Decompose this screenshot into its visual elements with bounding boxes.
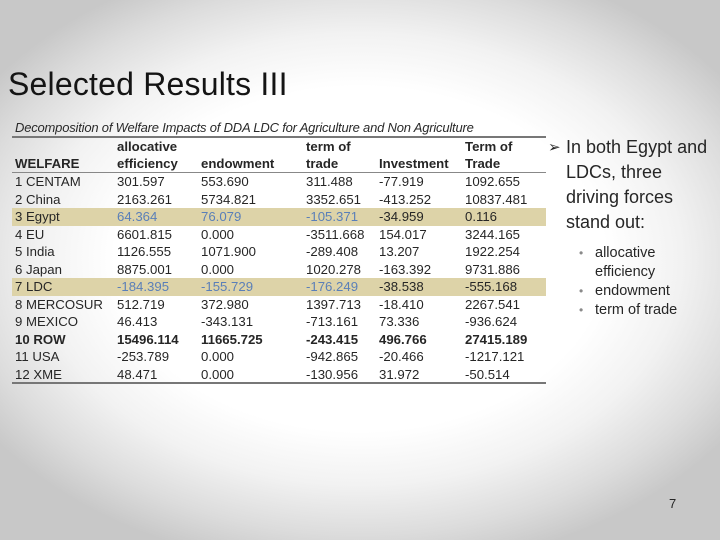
column-header: WELFARE [12,155,114,173]
table-cell: -163.392 [379,261,432,277]
table-cell: 512.719 [117,296,165,312]
table-cell: -942.865 [306,349,359,364]
table-cell: -713.161 [306,314,359,329]
column-header: efficiency [114,155,198,173]
table-cell: 5734.821 [201,191,257,207]
column-header [198,138,303,155]
table-cell: -20.466 [379,349,424,364]
table-row [12,261,546,279]
table-row [12,331,546,349]
row-label: 10 ROW [15,331,66,347]
row-label: 11 USA [15,349,60,364]
table-cell: 6601.815 [117,226,173,242]
table-cell: 11665.725 [201,331,263,347]
column-header: Investment [376,155,462,173]
welfare-table [12,138,546,383]
table-cell: 553.690 [201,174,249,189]
table-cell: 0.000 [201,261,235,277]
row-label: 5 India [15,244,55,259]
sub-bullet-item [575,301,718,320]
table-cell: 31.972 [379,366,420,382]
sub-bullet-item [575,244,718,282]
table-cell: 0.000 [201,366,235,382]
table-cell: 15496.114 [117,331,179,347]
table-row [12,208,546,226]
sub-bullet-text: allocative efficiency [595,245,656,280]
dot-bullet-icon: • [579,284,584,298]
page-number: 7 [669,496,677,511]
table-cell: -253.789 [117,349,170,364]
table-cell: -105.371 [303,208,376,226]
table-cell: 0.116 [462,208,546,226]
dot-bullet-icon: • [579,303,584,317]
table-header-row-bottom [12,155,546,173]
table-row [12,278,546,296]
table-cell: 13.207 [379,244,420,259]
table-cell: -34.959 [376,208,462,226]
table-cell: 76.079 [198,208,303,226]
bullet-list [548,135,718,320]
table-cell: -176.249 [303,278,376,296]
row-label: 2 China [15,191,61,207]
table-cell: -18.410 [379,296,424,312]
sub-bullet-list [548,244,718,320]
table-body [12,173,546,384]
column-header: endowment [198,155,303,173]
table-cell: -38.538 [376,278,462,296]
welfare-table-panel [12,120,546,384]
table-bottom-rule [12,382,546,384]
table-row [12,191,546,209]
table-cell: 1020.278 [306,261,362,277]
table-cell: -1217.121 [465,349,525,364]
table-cell: 27415.189 [465,331,528,347]
row-label: 6 Japan [15,261,62,277]
table-cell: -555.168 [462,278,546,296]
column-header: Trade [462,155,546,173]
table-cell: 2267.541 [465,296,521,312]
dot-bullet-icon: • [579,246,584,260]
table-cell: 301.597 [117,174,165,189]
row-label: 9 MEXICO [15,314,79,329]
table-cell: 2163.261 [117,191,173,207]
table-cell: 0.000 [201,349,235,364]
table-cell: 3244.165 [465,226,521,242]
table-cell: 1092.655 [465,174,521,189]
table-cell: -130.956 [306,366,359,382]
table-cell: 1071.900 [201,244,257,259]
table-cell: 1126.555 [117,244,172,259]
table-cell: -936.624 [465,314,518,329]
table-cell: -184.395 [114,278,198,296]
column-header [376,138,462,155]
row-label: 7 LDC [12,278,114,296]
column-header: term of [306,139,351,154]
arrow-bullet-icon: ➢ [548,139,561,156]
table-cell: 46.413 [117,314,158,329]
table-cell: 48.471 [117,366,158,382]
table-cell: -77.919 [379,174,424,189]
table-caption: Decomposition of Welfare Impacts of DDA LDC for Agriculture and Non Agriculture [15,120,474,135]
table-cell: -289.408 [306,244,359,259]
column-header: allocative [117,139,178,154]
table-row [12,243,546,261]
table-cell: 64.364 [114,208,198,226]
column-header: trade [303,155,376,173]
table-cell: 73.336 [379,314,420,329]
column-header: Term of [465,139,513,154]
row-label: 12 XME [15,366,62,382]
table-cell: -243.415 [306,331,359,347]
table-cell: -413.252 [379,191,432,207]
row-label: 8 MERCOSUR [15,296,103,312]
slide-title: Selected Results III [8,66,288,102]
main-bullet [548,135,718,235]
table-cell: -155.729 [198,278,303,296]
table-cell: 1922.254 [465,244,521,259]
sub-bullet-text: endowment [595,283,670,299]
table-cell: 1397.713 [306,296,362,312]
column-header [12,138,114,155]
main-bullet-text: In both Egypt and LDCs, three driving forces stand out: [566,137,708,232]
table-row [12,313,546,331]
table-row [12,296,546,314]
table-row [12,366,546,384]
sub-bullet-item [575,282,718,301]
table-cell: -3511.668 [306,226,365,242]
row-label: 4 EU [15,226,45,242]
table-cell: 372.980 [201,296,249,312]
table-cell: 9731.886 [465,261,521,277]
row-label: 1 CENTAM [15,174,81,189]
row-label: 3 Egypt [12,208,114,226]
table-header-row-top [12,138,546,155]
table-cell: 10837.481 [465,191,528,207]
table-cell: -50.514 [465,366,510,382]
table-cell: -343.131 [201,314,254,329]
table-row [12,348,546,366]
table-row [12,226,546,244]
table-cell: 8875.001 [117,261,173,277]
sub-bullet-text: term of trade [595,302,678,318]
table-cell: 154.017 [379,226,427,242]
table-row [12,173,546,191]
table-cell: 496.766 [379,331,427,347]
table-cell: 311.488 [306,174,353,189]
table-cell: 0.000 [201,226,235,242]
table-cell: 3352.651 [306,191,362,207]
